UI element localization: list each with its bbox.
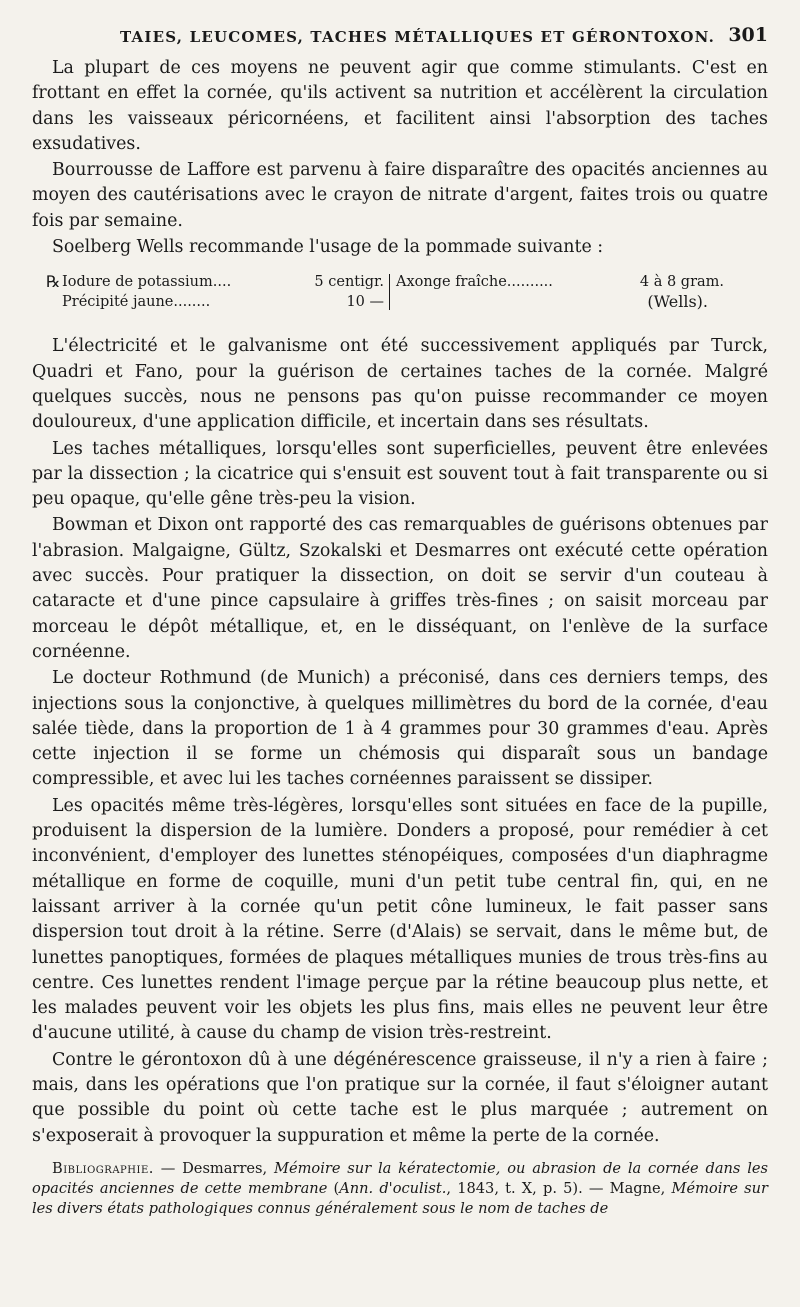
recipe-symbol: ℞ <box>46 272 61 292</box>
paragraph: Les opacités même très-légères, lorsqu'elles sont situées en face de la pupille, produisent la dispersion de la lumière. Donders a proposé, pour remédier à cet inconvénient, d'employer des lunettes sténopéiques, composées d'un diaphragme métallique en forme de coquille, muni d'un petit tube central fin, qui, en ne laissant arriver à la cornée qu'un petit cône lumineux, le fait passer sans dispersion tout droit à la rétine. Serre (d'Alais) se servait, dans le même but, de lunettes panoptiques, formées de plaques métalliques munies de trous très-fins au centre. Ces lunettes rendent l'image perçue par la rétine beaucoup plus nette, et les malades peuvent voir les objets les plus fins, mais elles ne peuvent leur être d'aucune utilité, à cause du champ de vision très-restreint. <box>32 795 768 1044</box>
paragraph: Le docteur Rothmund (de Munich) a préconisé, dans ces derniers temps, des injections sous la conjonctive, à quelques millimètres du bord de la cornée, d'eau salée tiède, dans la proportion de 1 à 4 grammes pour 30 grammes d'eau. Après cette injection il se forme un chémosis qui disparaît sous un bandage compressible, et avec lui les taches cornéennes paraissent se dissiper. <box>32 668 768 790</box>
bibliography-label: Bibliographie. <box>52 1159 154 1177</box>
paragraph: Bowman et Dixon ont rapporté des cas remarquables de guérisons obtenues par l'abrasion. Malgaigne, Gültz, Szokalski et Desmarres ont exécuté cette opération avec succès. Pour pratiquer la dissection, on doit se servir d'un couteau à cataracte et d'une pince capsulaire à griffes très-fines ; on saisit morceau par morceau le dépôt métallique, et, en le disséquant, on l'enlève de la surface cornéenne. <box>32 515 768 662</box>
paragraph: La plupart de ces moyens ne peuvent agir que comme stimulants. C'est en frottant en effet la cornée, qu'ils activent sa nutrition et accélèrent la circulation dans les vaisseaux péricornéens, et facilitent ainsi l'absorption des taches exsudatives. <box>32 58 768 154</box>
bibliography-journal: Ann. d'oculist. <box>339 1179 447 1197</box>
running-title: TAIES, LEUCOMES, TACHES MÉTALLIQUES ET GÉRONTOXON. <box>120 28 716 46</box>
bibliography-text: — Desmarres, <box>160 1159 268 1177</box>
ingredient: Iodure de potassium.... <box>62 274 232 291</box>
book-page <box>32 22 768 1219</box>
paragraph: Contre le gérontoxon dû à une dégénérescence graisseuse, il n'y a rien à faire ; mais, dans les opérations que l'on pratique sur la cornée, il faut s'éloigner autant que possible du point où cette tache est le plus marquée ; autrement on s'exposerait à provoquer la suppuration et même la perte de la cornée. <box>32 1049 768 1146</box>
formula-author: (Wells). <box>647 292 708 312</box>
bibliography <box>32 1159 768 1219</box>
dose: 10 — <box>346 294 384 311</box>
prescription-formula <box>32 272 768 320</box>
paragraph: Les taches métalliques, lorsqu'elles sont superficielles, peuvent être enlevées par la dissection ; la cicatrice qui s'ensuit est souvent tout à fait transparente ou si peu opaque, qu'elle gêne très-peu la vision. <box>32 438 768 510</box>
dose: 5 centigr. <box>314 274 384 291</box>
column-divider <box>389 274 390 310</box>
bibliography-text: , 1843, t. X, p. 5). — Magne, <box>446 1179 666 1197</box>
bibliography-title: Mémoire sur la kératectomie, ou abrasion de la cornée dans les opacités anciennes de cette membrane <box>32 1159 769 1197</box>
page-number: 301 <box>728 24 768 46</box>
ingredient: Axonge fraîche.......... <box>396 274 553 291</box>
bibliography-title: Mémoire sur les divers états pathologiques connus généralement sous le nom de taches de <box>32 1179 769 1217</box>
paragraph: L'électricité et le galvanisme ont été successivement appliqués par Turck, Quadri et Fano, pour la guérison de certaines taches de la cornée. Malgré quelques succès, nous ne pensons pas qu'on puisse recommander ce moyen douloureux, d'une application difficile, et incertain dans ses résultats. <box>32 336 768 433</box>
ingredient: Précipité jaune........ <box>62 294 211 311</box>
paragraph: Soelberg Wells recommande l'usage de la pommade suivante : <box>52 237 604 258</box>
dose-list <box>294 272 384 312</box>
paragraph: Bourrousse de Laffore est parvenu à faire disparaître des opacités anciennes au moyen des cautérisations avec le crayon de nitrate d'argent, faites trois ou quatre fois par semaine. <box>32 160 768 231</box>
dose: 4 à 8 gram. <box>639 274 724 291</box>
bibliography-text: ( <box>333 1179 340 1197</box>
ingredient-list <box>62 272 231 312</box>
running-header <box>32 22 768 56</box>
